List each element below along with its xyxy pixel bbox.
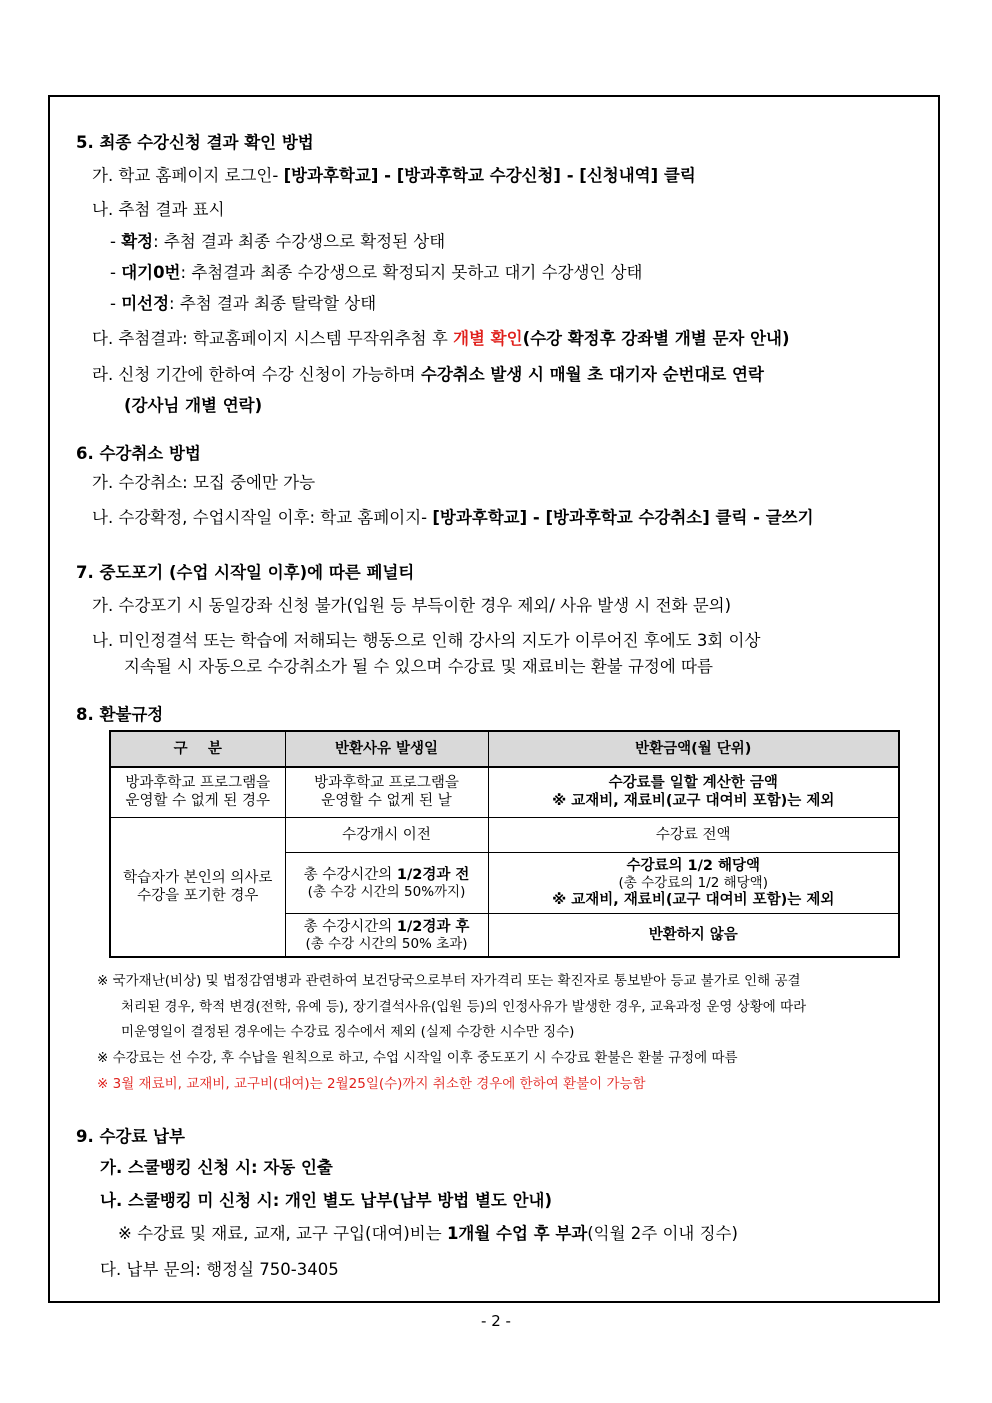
cell-line: 수강을 포기한 경우 (137, 887, 259, 904)
table-cell (110, 767, 285, 817)
col-header-date: 반환사유 발생일 (285, 731, 488, 767)
cell-line: 수강료를 일할 계산한 금액 (608, 775, 778, 792)
cell-line: 운영할 수 없게 된 날 (321, 793, 452, 810)
section-9-title: 9. 수강료 납부 (76, 1127, 185, 1146)
col-header-category: 구 분 (110, 731, 285, 767)
s5-ra-cont: (강사님 개별 연락) (124, 396, 263, 415)
note-1-line-3: 미운영일이 결정된 경우에는 수강료 징수에서 제외 (실제 수강한 시수만 징수) (121, 1024, 575, 1040)
table-cell: 수강개시 이전 (285, 817, 488, 852)
s5-da-text: 다. 추첨결과: 학교홈페이지 시스템 무작위추첨 후 (92, 329, 454, 348)
s9-note-bold: 1개월 수업 후 부과 (446, 1224, 588, 1243)
cell-line: 학습자가 본인의 의사로 (123, 869, 273, 886)
s5-item-da (92, 329, 790, 349)
cell-line: (총 수강 시간의 50%까지) (307, 883, 466, 900)
page-number: - 2 - (481, 1312, 511, 1330)
section-7-title: 7. 중도포기 (수업 시작일 이후)에 따른 페널티 (76, 563, 415, 582)
refund-table (109, 730, 900, 958)
s5-status-waiting: - 대기0번: 추첨결과 최종 수강생으로 확정되지 못하고 대기 수강생인 상태 (110, 263, 643, 282)
table-cell (110, 817, 285, 957)
cell-line: ※ 교재비, 재료비(교구 대여비 포함)는 제외 (552, 793, 835, 810)
section-5-title: 5. 최종 수강신청 결과 확인 방법 (76, 133, 314, 152)
table-row (110, 767, 899, 817)
cell-line (288, 866, 486, 884)
s7-item-ga: 가. 수강포기 시 동일강좌 신청 불가(입원 등 부득이한 경우 제외/ 사유 발생 시 전화 문의) (92, 596, 732, 615)
s5-item-ga (92, 166, 696, 186)
table-cell (285, 852, 488, 913)
table-cell: 반환하지 않음 (488, 913, 899, 957)
table-cell (285, 767, 488, 817)
s9-item-ga: 가. 스쿨뱅킹 신청 시: 자동 인출 (100, 1158, 333, 1177)
cell-line: (총 수강료의 1/2 해당액) (618, 874, 768, 891)
s5-ra-bold: 수강취소 발생 시 매월 초 대기자 순번대로 연락 (420, 365, 764, 384)
col-header-amount: 반환금액(월 단위) (488, 731, 899, 767)
s5-item-na: 나. 추첨 결과 표시 (92, 200, 225, 219)
s7-item-na-cont: 지속될 시 자동으로 수강취소가 될 수 있으며 수강료 및 재료비는 환불 규정에 따름 (124, 657, 713, 676)
status-key: 대기0번 (121, 263, 181, 282)
s9-note-tail: (익월 2주 이내 징수) (587, 1224, 738, 1243)
cell-line: 방과후학교 프로그램을 (125, 775, 271, 792)
note-1-line-2: 처리된 경우, 학적 변경(전학, 유예 등), 장기결석사유(입원 등)의 인정사유가 발생한 경우, 교육과정 운영 상황에 따라 (121, 999, 807, 1015)
s5-da-highlight: 개별 확인 (453, 329, 523, 348)
status-key: 확정 (121, 232, 154, 251)
cell-line: 방과후학교 프로그램을 (314, 775, 459, 792)
table-cell (285, 913, 488, 957)
note-3: ※ 3월 재료비, 교재비, 교구비(대여)는 2월25일(수)까지 취소한 경우에 한하여 환불이 가능함 (97, 1076, 646, 1092)
s5-status-rejected: - 미선정: 추첨 결과 최종 탈락할 상태 (110, 294, 377, 313)
s7-item-na: 나. 미인정결석 또는 학습에 저해되는 행동으로 인해 강사의 지도가 이루어진 후에도 3회 이상 (92, 631, 761, 650)
s9-note-text: ※ 수강료 및 재료, 교재, 교구 구입(대여)비는 (118, 1224, 447, 1243)
cell-line: ※ 교재비, 재료비(교구 대여비 포함)는 제외 (552, 891, 835, 908)
cell-text-bold: 1/2경과 전 (396, 866, 470, 883)
s5-status-confirmed: - 확정: 추첨 결과 최종 수강생으로 확정된 상태 (110, 232, 446, 251)
s9-item-da: 다. 납부 문의: 행정실 750-3405 (100, 1260, 339, 1279)
s5-ga-path: [방과후학교] - [방과후학교 수강신청] - [신청내역] 클릭 (283, 166, 696, 185)
status-desc: : 추첨 결과 최종 탈락할 상태 (169, 294, 377, 313)
cell-line: (총 수강 시간의 50% 초과) (305, 935, 468, 952)
cell-line: 수강료의 1/2 해당액 (626, 857, 761, 874)
s5-da-note: (수강 확정후 강좌별 개별 문자 안내) (522, 329, 790, 348)
note-2: ※ 수강료는 선 수강, 후 수납을 원칙으로 하고, 수업 시작일 이후 중도포기 시 수강료 환불은 환불 규정에 따름 (97, 1050, 738, 1066)
table-row (110, 817, 899, 852)
section-6-title: 6. 수강취소 방법 (76, 444, 201, 463)
s5-ga-text: 가. 학교 홈페이지 로그인- (92, 166, 284, 185)
status-desc: : 추첨 결과 최종 수강생으로 확정된 상태 (153, 232, 446, 251)
cell-text: 총 수강시간의 (303, 866, 397, 883)
table-cell (488, 767, 899, 817)
section-8-title: 8. 환불규정 (76, 705, 164, 724)
status-key: 미선정 (121, 294, 170, 313)
note-1-line-1: ※ 국가재난(비상) 및 법정감염병과 관련하여 보건당국으로부터 자가격리 또는 확진자로 통보받아 등교 불가로 인해 공결 (97, 973, 801, 989)
cell-line: 운영할 수 없게 된 경우 (125, 793, 270, 810)
status-desc: : 추첨결과 최종 수강생으로 확정되지 못하고 대기 수강생인 상태 (180, 263, 643, 282)
s9-item-na: 나. 스쿨뱅킹 미 신청 시: 개인 별도 납부(납부 방법 별도 안내) (100, 1191, 552, 1210)
table-cell (488, 852, 899, 913)
s6-na-text: 나. 수강확정, 수업시작일 이후: 학교 홈페이지- (92, 508, 433, 527)
table-header-row (110, 731, 899, 767)
cell-text: 총 수강시간의 (303, 918, 397, 935)
s9-note (118, 1224, 738, 1244)
cell-line (288, 918, 486, 936)
s6-item-ga: 가. 수강취소: 모집 중에만 가능 (92, 473, 316, 492)
s6-item-na (92, 508, 814, 528)
cell-text-bold: 1/2경과 후 (396, 918, 470, 935)
s5-ra-text: 라. 신청 기간에 한하여 수강 신청이 가능하며 (92, 365, 421, 384)
s5-item-ra (92, 365, 764, 385)
s6-na-path: [방과후학교] - [방과후학교 수강취소] 클릭 - 글쓰기 (432, 508, 814, 527)
table-cell: 수강료 전액 (488, 817, 899, 852)
